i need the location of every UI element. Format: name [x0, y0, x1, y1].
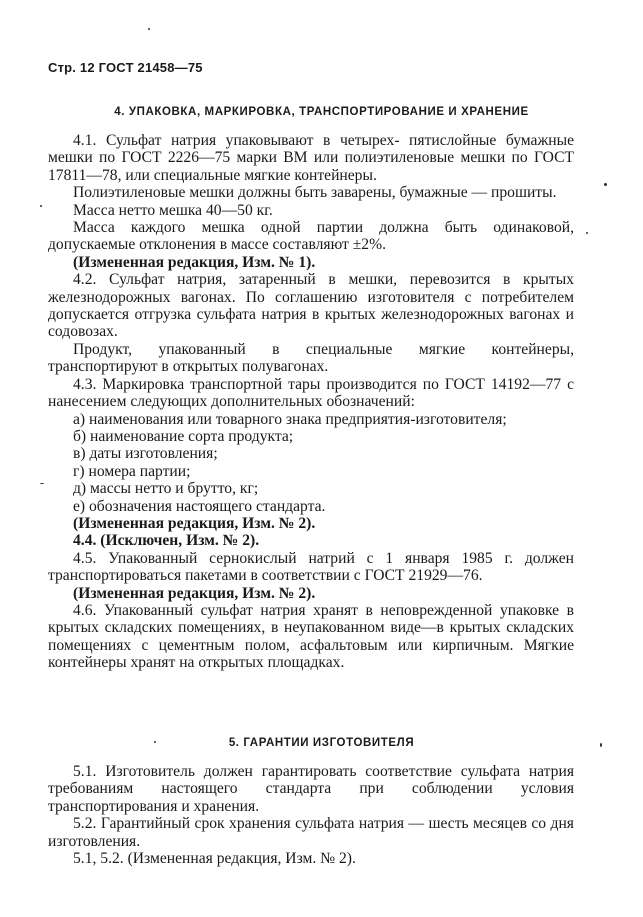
- scan-speck: [600, 743, 602, 747]
- paragraph-4-5: 4.5. Упакованный сернокислый натрий с 1 января 1985 г. должен транспортироваться пакетами в соответствии с ГОСТ 21929—76.: [48, 549, 574, 585]
- scan-speck: [40, 483, 44, 484]
- paragraph-4-1-seal: Полиэтиленовые мешки должны быть заварены, бумажные — прошиты.: [73, 184, 557, 202]
- paragraph-5-1: 5.1. Изготовитель должен гарантировать соответствие сульфата натрия требованиям настоящего стандарта при соблюдении условия транспортирования и хранения.: [48, 763, 574, 815]
- paragraph-4-4: 4.4. (Исключен, Изм. № 2).: [73, 532, 260, 550]
- paragraph-5-amendment: 5.1, 5.2. (Измененная редакция, Изм. № 2).: [73, 850, 356, 868]
- paragraph-5-2: 5.2. Гарантийный срок хранения сульфата натрия — шесть месяцев со дня изготовления.: [48, 815, 574, 850]
- list-item-b: б) наименование сорта продукта;: [73, 427, 294, 445]
- scan-speck: [586, 232, 588, 234]
- amendment-note-2b: (Измененная редакция, Изм. № 2).: [73, 584, 316, 602]
- paragraph-4-3: 4.3. Маркировка транспортной тары производится по ГОСТ 14192—77 с нанесением следующих дополнительных обозначений:: [48, 375, 574, 411]
- paragraph-4-6: 4.6. Упакованный сульфат натрия хранят в неповрежденной упаковке в крытых складских помещениях, в неупакованном виде—в крытых складских помещениях с цементным полом, асфальтовым или кирпичным. Мягкие контейнеры хранят на открытых площадках.: [48, 601, 574, 672]
- section-5-body: [48, 763, 574, 867]
- section-4-body: [48, 132, 574, 672]
- scan-speck: [154, 741, 156, 743]
- paragraph-4-1-mass: Масса нетто мешка 40—50 кг.: [73, 201, 273, 219]
- paragraph-4-1: 4.1. Сульфат натрия упаковывают в четырех- пятислойные бумажные мешки по ГОСТ 2226—75 марки ВМ или полиэтиленовые мешки по ГОСТ 17811—78, или специальные мягкие контейнеры.: [48, 132, 574, 184]
- list-item-d: д) массы нетто и брутто, кг;: [73, 480, 259, 498]
- page-header: Стр. 12 ГОСТ 21458—75: [48, 60, 203, 75]
- paragraph-4-2-containers: Продукт, упакованный в специальные мягкие контейнеры, транспортируют в открытых полувагонах.: [48, 340, 574, 376]
- list-item-v: в) даты изготовления;: [73, 445, 218, 463]
- amendment-note-2a: (Измененная редакция, Изм. № 2).: [73, 514, 316, 532]
- paragraph-4-2: 4.2. Сульфат натрия, затаренный в мешки, перевозится в крытых железнодорожных вагонах. По соглашению изготовителя с потребителем допускается отгрузка сульфата натрия в крытых железнодорожных вагонах и содовозах.: [48, 271, 574, 341]
- amendment-note-1: (Измененная редакция, Изм. № 1).: [73, 253, 316, 271]
- scan-speck: [40, 205, 42, 207]
- section-5-title: 5. ГАРАНТИИ ИЗГОТОВИТЕЛЯ: [228, 737, 415, 749]
- list-item-a: а) наименования или товарного знака предприятия-изготовителя;: [73, 410, 507, 428]
- list-item-g: г) номера партии;: [73, 462, 191, 480]
- paragraph-4-1-tolerance: Масса каждого мешка одной партии должна быть одинаковой, допускаемые отклонения в массе составляют ±2%.: [48, 219, 574, 254]
- scan-speck: [604, 183, 607, 186]
- section-4-title: 4. УПАКОВКА, МАРКИРОВКА, ТРАНСПОРТИРОВАНИЕ И ХРАНЕНИЕ: [114, 106, 529, 118]
- scan-speck: [148, 28, 150, 30]
- list-item-e: е) обозначения настоящего стандарта.: [73, 497, 326, 515]
